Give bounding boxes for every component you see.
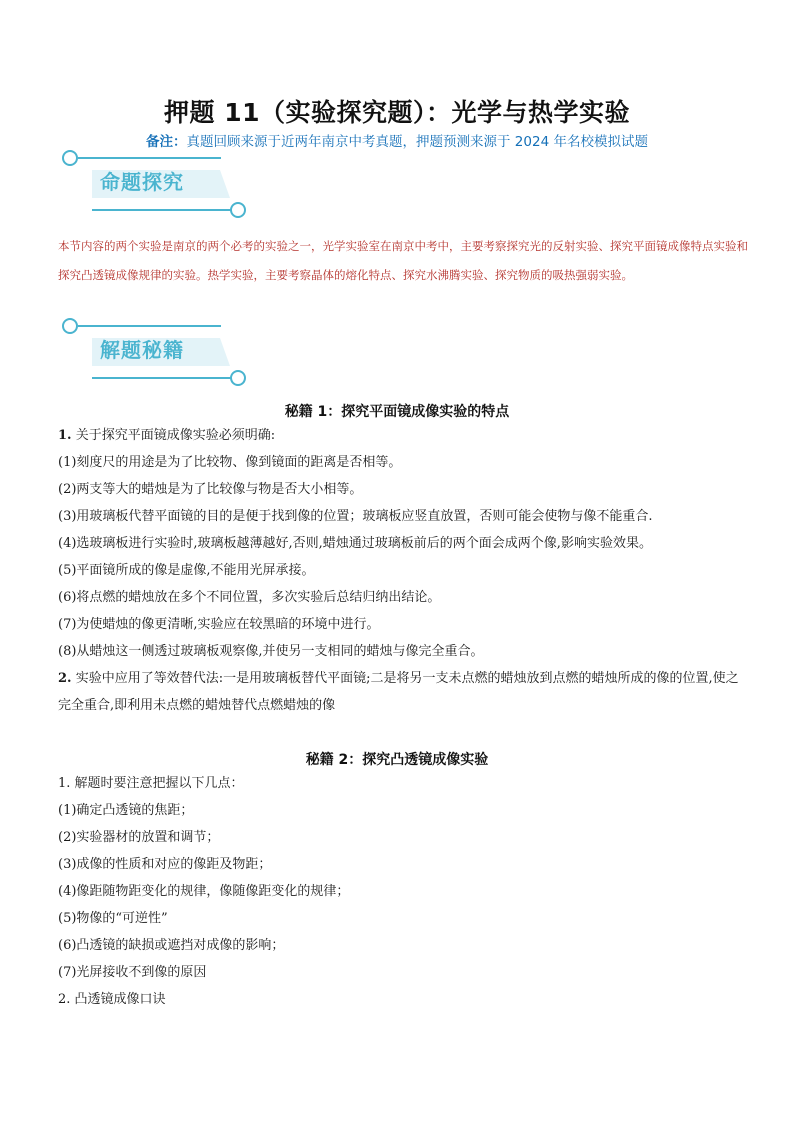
remark-label: 备注：: [146, 134, 187, 150]
section2-point: (2)实验器材的放置和调节；: [58, 830, 220, 845]
intro-paragraph: 本节内容的两个实验是南京的两个必考的实验之一，光学实验室在南京中考中，主要考察探究光的反射实验、探究平面镜成像特点实验和探究凸透镜成像规律的实验。热学实验，主要考察晶体的熔化特点、探究水沸腾实验、探究物质的吸热强弱实验。: [58, 239, 748, 282]
section1-point: (8)从蜡烛这一侧透过玻璃板观察像,并使另一支相同的蜡烛与像完全重合。: [58, 644, 484, 659]
section2-point: (1)确定凸透镜的焦距；: [58, 803, 194, 818]
section2-point: (4)像距随物距变化的规律，像随像距变化的规律；: [58, 884, 350, 899]
section1-item2: [58, 665, 748, 719]
banner-explore: [56, 148, 256, 220]
section1-item1-text: 关于探究平面镜成像实验必须明确:: [75, 428, 276, 443]
remark-text: 真题回顾来源于近两年南京中考真题，押题预测来源于 2024 年名校模拟试题: [186, 134, 648, 150]
section1-point: (6)将点燃的蜡烛放在多个不同位置，多次实验后总结归纳出结论。: [58, 590, 441, 605]
section1-item1-number: 1.: [58, 428, 72, 443]
section1-heading: 秘籍 1：探究平面镜成像实验的特点: [284, 404, 510, 420]
section2-item1: 1. 解题时要注意把握以下几点：: [58, 776, 244, 791]
section2-heading: 秘籍 2：探究凸透镜成像实验: [305, 752, 489, 768]
section1-point: (3)用玻璃板代替平面镜的目的是便于找到像的位置；玻璃板应竖直放置，否则可能会使物与像不能重合.: [58, 509, 653, 524]
section1-point: (1)刻度尺的用途是为了比较物、像到镜面的距离是否相等。: [58, 455, 402, 470]
remark-line: [0, 130, 794, 150]
page-title: 押题 11（实验探究题）：光学与热学实验: [164, 98, 630, 127]
banner-secrets: [56, 316, 256, 388]
banner-explore-label: 命题探究: [100, 170, 184, 194]
section1-point: (4)选玻璃板进行实验时,玻璃板越薄越好,否则,蜡烛通过玻璃板前后的两个面会成两个像,影响实验效果。: [58, 536, 652, 551]
section2-point: (7)光屏接收不到像的原因: [58, 965, 207, 980]
banner-secrets-label: 解题秘籍: [100, 338, 184, 362]
section1-item1: [58, 422, 748, 449]
section2-point: (3)成像的性质和对应的像距及物距；: [58, 857, 272, 872]
section2-point: (6)凸透镜的缺损或遮挡对成像的影响；: [58, 938, 285, 953]
section1-point: (5)平面镜所成的像是虚像,不能用光屏承接。: [58, 563, 315, 578]
section1-item2-number: 2.: [58, 671, 72, 686]
section1-point: (7)为使蜡烛的像更清晰,实验应在较黑暗的环境中进行。: [58, 617, 380, 632]
section1-item2-text: 实验中应用了等效替代法:一是用玻璃板替代平面镜;二是将另一支未点燃的蜡烛放到点燃的蜡烛所成的像的位置,使之完全重合,即利用未点燃的蜡烛替代点燃蜡烛的像: [58, 671, 739, 713]
section2-point: (5)物像的“可逆性”: [58, 911, 168, 926]
section1-point: (2)两支等大的蜡烛是为了比较像与物是否大小相等。: [58, 482, 363, 497]
section2-item2: 2. 凸透镜成像口诀: [58, 992, 166, 1007]
